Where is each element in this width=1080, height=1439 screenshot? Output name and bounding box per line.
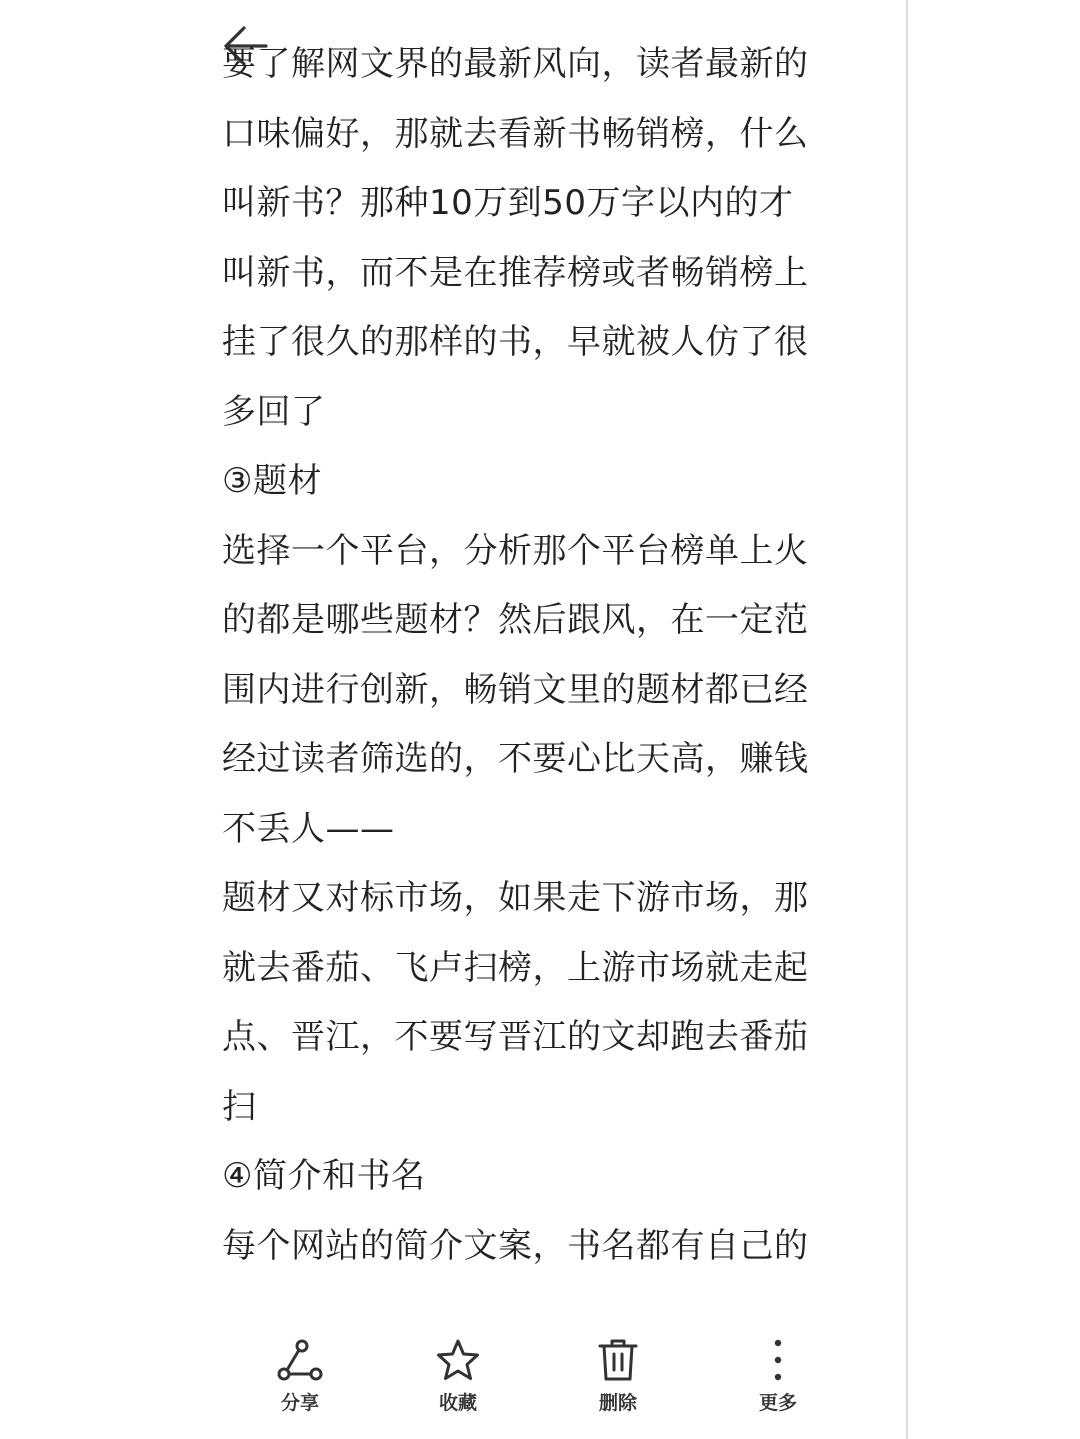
section-heading: ④简介和书名 [222,1156,426,1196]
text-line: 就去番茄、飞卢扫榜，上游市场就走起 [222,947,809,988]
share-icon [250,1338,350,1382]
article-content [222,44,862,1320]
text-line: 口味偏好，那就去看新书畅销榜，什么 [222,113,809,154]
text-line: 的都是哪些题材？然后跟风，在一定范 [222,600,809,640]
delete-button[interactable] [568,1330,668,1430]
favorite-button[interactable] [408,1330,508,1430]
text-line: 多回了 [222,391,326,432]
text-line: 点、晋江，不要写晋江的文却跑去番茄 [222,1017,809,1057]
text-line: 每个网站的简介文案，书名都有自己的 [222,1225,809,1266]
bottom-toolbar [220,1330,860,1430]
more-button[interactable] [728,1330,828,1430]
text-line: 围内进行创新，畅销文里的题材都已经 [222,669,809,710]
more-label: 更多 [758,1392,797,1414]
text-line: 经过读者筛选的，不要心比天高，赚钱 [222,739,809,779]
star-icon [408,1338,508,1382]
text-line: 要了解网文界的最新风向，读者最新的 [222,44,809,84]
favorite-label: 收藏 [438,1392,477,1414]
text-line: 题材又对标市场，如果走下游市场，那 [222,878,809,918]
text-line: 叫新书？那种10万到50万字以内的才 [222,183,794,223]
text-line: 叫新书，而不是在推荐榜或者畅销榜上 [222,252,809,293]
text-line: 扫 [222,1086,257,1127]
trash-icon [568,1338,668,1382]
right-edge-divider [906,0,908,1439]
delete-label: 删除 [598,1392,637,1414]
text-line: 挂了很久的那样的书，早就被人仿了很 [222,322,809,362]
section-heading: ③题材 [222,461,322,501]
more-vertical-icon [728,1338,828,1382]
text-line: 选择一个平台，分析那个平台榜单上火 [222,530,809,571]
share-button[interactable] [250,1330,350,1430]
text-line: 不丢人—— [222,808,395,849]
share-label: 分享 [280,1392,319,1414]
